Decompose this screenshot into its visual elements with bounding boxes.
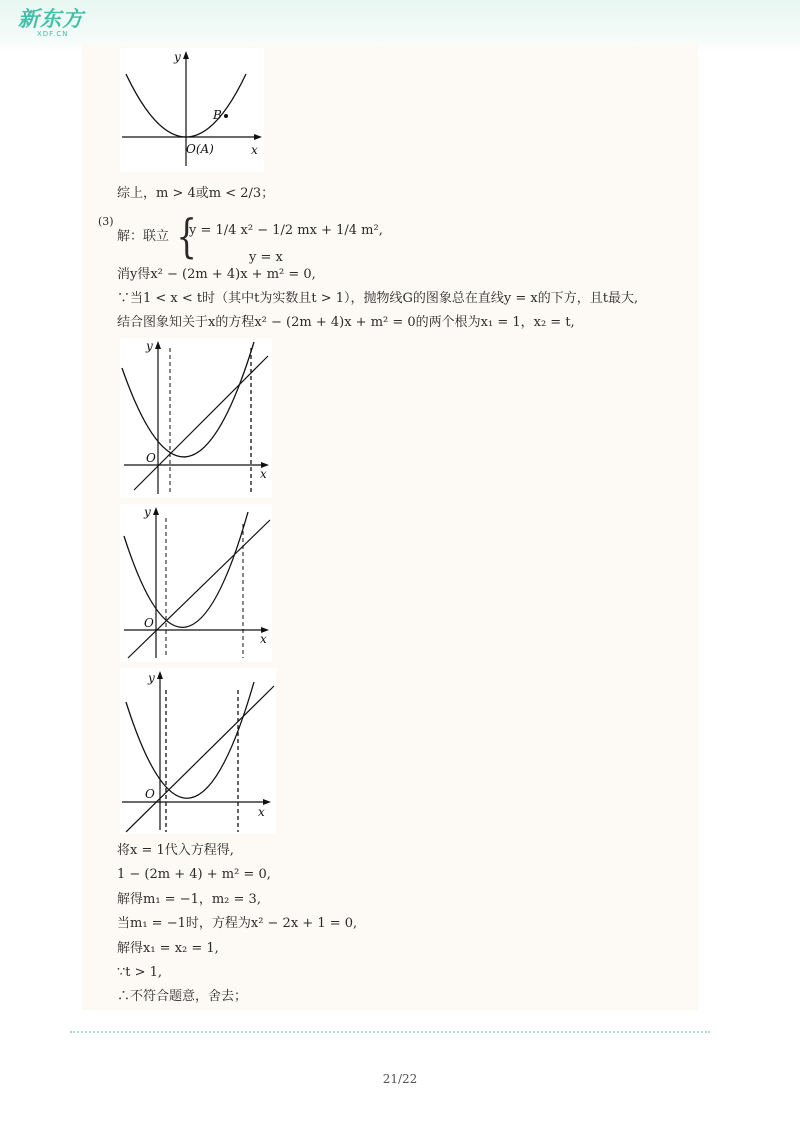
parabola-curve [124, 512, 248, 627]
system-equation-1: y = 1/4 x² − 1/2 mx + 1/4 m², [189, 223, 383, 238]
line-y-equals-x [134, 356, 268, 490]
eliminate-line: 消y得x² − (2m + 4)x + m² = 0, [117, 267, 316, 282]
part-3-label: (3) [98, 215, 114, 228]
roots-line: 结合图象知关于x的方程x² − (2m + 4)x + m² = 0的两个根为x₁ = 1，x₂ = t, [117, 315, 575, 330]
x-axis-label: x [260, 632, 267, 646]
origin-label: O [144, 616, 154, 630]
point-b [224, 114, 228, 118]
system-lead-text: 解：联立 [117, 229, 170, 244]
line-y-equals-x [128, 520, 270, 658]
dotted-divider [70, 1031, 710, 1033]
origin-label: O(A) [186, 142, 214, 156]
logo-subtext: XDF.CN [37, 30, 69, 38]
parabola-curve [126, 682, 254, 798]
solve-m-line: 解得m₁ = −1，m₂ = 3, [117, 892, 261, 907]
y-axis-label: y [148, 671, 155, 685]
substitute-line: 将x = 1代入方程得, [117, 843, 234, 858]
logo-text: 新东方 [18, 7, 84, 31]
y-axis-label: y [146, 339, 153, 353]
point-b-label: B [213, 108, 222, 122]
x-axis-label: x [251, 143, 258, 157]
figure-parabola-line-3 [120, 668, 276, 834]
brand-logo [18, 8, 84, 38]
figure-parabola-line-2 [120, 504, 272, 662]
reject-line: ∴不符合题意，舍去； [117, 989, 248, 1004]
summary-text: 综上，m > 4或m < 2/3； [117, 186, 275, 201]
parabola-curve [122, 342, 254, 457]
page-number: 21/22 [382, 1072, 418, 1086]
figure-parabola-line-1 [120, 338, 272, 498]
figure-parabola-vertex-origin [120, 48, 264, 172]
origin-label: O [146, 451, 156, 465]
x-axis-label: x [260, 467, 267, 481]
x-axis-label: x [258, 805, 265, 819]
since-line: ∵t > 1, [117, 965, 163, 980]
case-m1-line: 当m₁ = −1时，方程为x² − 2x + 1 = 0, [117, 916, 358, 931]
summary-line [117, 185, 274, 203]
solve-x-line: 解得x₁ = x₂ = 1, [117, 941, 219, 956]
condition-line: ∵当1 < x < t时（其中t为实数且t > 1），抛物线G的图象总在直线y = x的下方，且t最大, [117, 291, 639, 306]
y-axis-label: y [144, 505, 151, 519]
system-brace: { [176, 209, 197, 263]
origin-label: O [145, 787, 155, 801]
equation1-line: 1 − (2m + 4) + m² = 0, [117, 867, 271, 882]
y-axis-label: y [174, 50, 181, 64]
system-equation-2: y = x [249, 250, 283, 265]
